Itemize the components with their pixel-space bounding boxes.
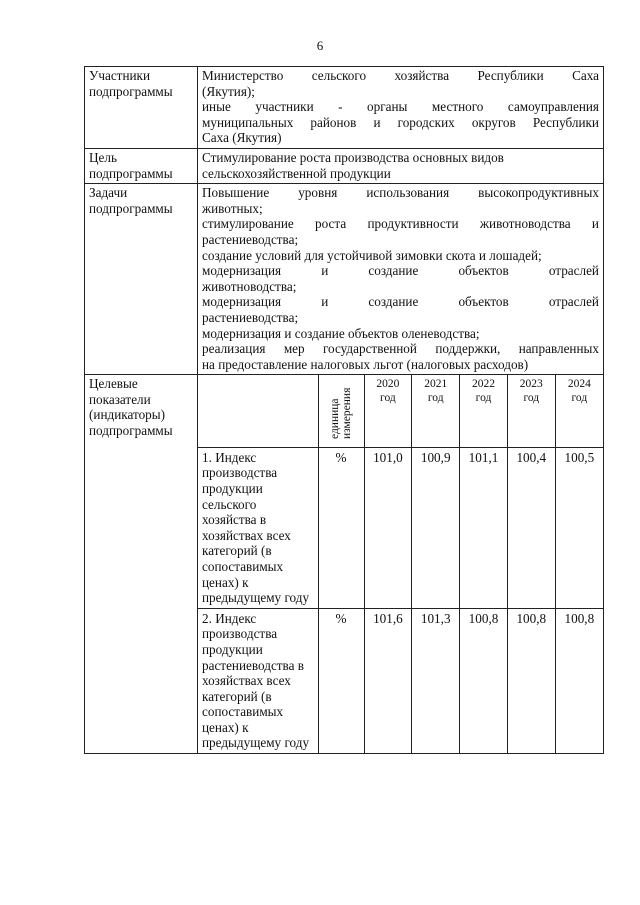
- indicator-unit: %: [318, 608, 364, 753]
- year-header: 2023 год: [507, 375, 555, 447]
- indicator-row: [198, 608, 603, 753]
- indicator-value: 101,6: [364, 608, 412, 753]
- participants-value: [198, 67, 604, 149]
- indicators-table: [198, 375, 603, 753]
- indicator-value: 101,3: [412, 608, 460, 753]
- task-line: создание условий для устойчивой зимовки скота и лошадей;: [202, 247, 542, 263]
- indicator-value: 100,8: [507, 608, 555, 753]
- indicator-value: 100,8: [555, 608, 603, 753]
- task-line: животноводства;: [202, 278, 297, 294]
- tasks-label: Задачи подпрограммы: [85, 184, 198, 375]
- task-line: на предоставление налоговых льгот (налоговых расходов): [202, 356, 529, 372]
- goal-line: сельскохозяйственной продукции: [202, 165, 391, 181]
- indicator-value: 100,9: [412, 447, 460, 608]
- indicator-value: 100,4: [507, 447, 555, 608]
- task-line: реализация мер государственной поддержки, направленных: [202, 341, 599, 357]
- indicators-label: Целевые показатели (индикаторы) подпрограммы: [85, 375, 198, 754]
- indicator-row: [198, 447, 603, 608]
- task-line: Повышение уровня использования высокопродуктивных: [202, 185, 599, 201]
- task-line: растениеводства;: [202, 231, 299, 247]
- goal-label: Цель подпрограммы: [85, 148, 198, 183]
- indicator-name: 2. Индекс производства продукции растениеводства в хозяйствах всех категорий (в сопоставимых ценах) к предыдущему году: [198, 608, 318, 753]
- indicator-value: 100,5: [555, 447, 603, 608]
- indicator-name-header: [198, 375, 318, 447]
- task-line: модернизация и создание объектов отраслей: [202, 294, 599, 310]
- indicator-value: 101,1: [460, 447, 508, 608]
- participants-line: иные участники - органы местного самоуправления: [202, 99, 599, 115]
- subprogram-passport-table: [84, 66, 604, 754]
- participants-line: Министерство сельского хозяйства Республики Саха: [202, 68, 599, 83]
- task-line: животных;: [202, 200, 263, 216]
- indicator-name: 1. Индекс производства продукции сельского хозяйства в хозяйствах всех категорий (в сопоставимых ценах) к предыдущему году: [198, 447, 318, 608]
- task-line: модернизация и создание объектов отраслей: [202, 263, 599, 279]
- participants-label: Участники подпрограммы: [85, 67, 198, 149]
- goal-line: Стимулирование роста производства основных видов: [202, 149, 504, 165]
- tasks-row: [85, 184, 604, 375]
- unit-header-text: единица измерения: [329, 387, 353, 440]
- participants-line: Саха (Якутия): [202, 130, 282, 146]
- task-line: стимулирование роста продуктивности животноводства и: [202, 216, 599, 232]
- tasks-value: [198, 184, 604, 375]
- participants-row: [85, 67, 604, 149]
- indicator-value: 101,0: [364, 447, 412, 608]
- unit-header: [318, 375, 364, 447]
- page-number: 6: [316, 38, 324, 53]
- year-header: 2021 год: [412, 375, 460, 447]
- year-header: 2020 год: [364, 375, 412, 447]
- participants-line: муниципальных районов и городских округов Республики: [202, 114, 599, 130]
- indicators-value: [198, 375, 604, 754]
- indicator-unit: %: [318, 447, 364, 608]
- indicators-header-row: [198, 375, 603, 447]
- indicator-value: 100,8: [460, 608, 508, 753]
- indicators-row: [85, 375, 604, 754]
- year-header: 2022 год: [460, 375, 508, 447]
- task-line: растениеводства;: [202, 309, 299, 325]
- goal-row: [85, 148, 604, 183]
- year-header: 2024 год: [555, 375, 603, 447]
- task-line: модернизация и создание объектов оленеводства;: [202, 325, 480, 341]
- participants-line: (Якутия);: [202, 83, 255, 99]
- goal-value: [198, 148, 604, 183]
